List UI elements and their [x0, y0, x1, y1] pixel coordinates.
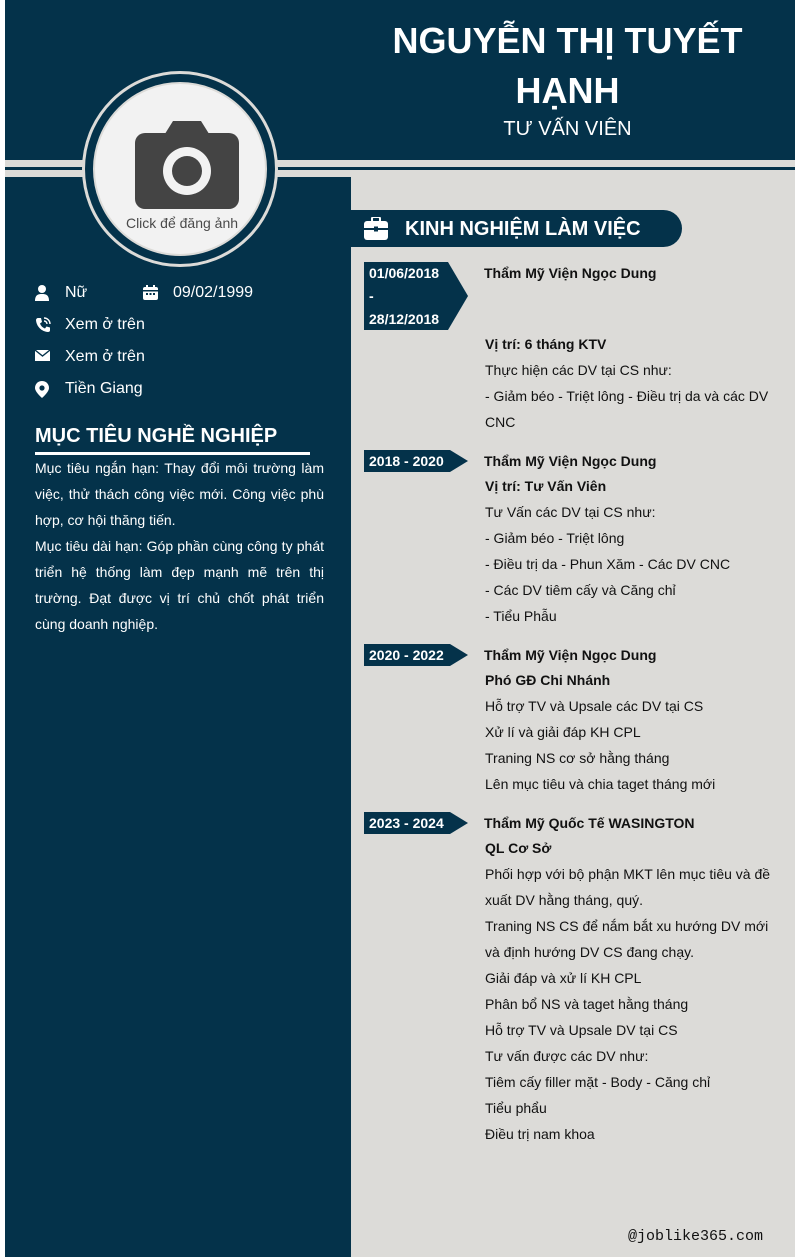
- experience-heading-text: KINH NGHIỆM LÀM VIỆC: [405, 218, 641, 240]
- job-4-details: [485, 835, 773, 1147]
- job-3-date: 2020 - 2022: [364, 644, 450, 666]
- job-2-details: [485, 473, 773, 629]
- camera-icon: [135, 120, 239, 212]
- job-2-position: Vị trí: Tư Vấn Viên: [485, 478, 607, 494]
- candidate-name: NGUYỄN THỊ TUYẾT HẠNH: [392, 20, 743, 111]
- avatar-caption: Click để đăng ảnh: [125, 215, 239, 231]
- location-pin-icon: [35, 381, 49, 398]
- watermark: @joblike365.com: [628, 1228, 764, 1245]
- job-2-line: - Các DV tiêm cấy và Căng chỉ: [485, 582, 676, 598]
- job-3-line: Lên mục tiêu và chia taget tháng mới: [485, 776, 716, 792]
- user-icon: [35, 285, 49, 301]
- job-1-line: Thực hiện các DV tại CS như:: [485, 362, 672, 378]
- birthdate-value: 09/02/1999: [173, 284, 254, 301]
- job-2-line: - Điều trị da - Phun Xăm - Các DV CNC: [485, 556, 731, 572]
- avatar-frame: [82, 71, 278, 267]
- job-1-date: [364, 262, 448, 330]
- job-4-company: Thẩm Mỹ Quốc Tế WASINGTON: [484, 815, 695, 831]
- objective-long-term: Mục tiêu dài hạn: Góp phần cùng công ty phát triển hệ thống làm đẹp mạnh mẽ trên thị trường. Đạt được vị trí chủ chốt phát triển cùng doanh nghiệp.: [35, 538, 324, 632]
- job-4-line: Tiểu phẩu: [485, 1100, 547, 1116]
- calendar-icon: [143, 285, 158, 300]
- job-2-line: Tư Vấn các DV tại CS như:: [485, 504, 656, 520]
- job-3-details: [485, 667, 773, 797]
- candidate-title: TƯ VẤN VIÊN: [503, 118, 632, 140]
- job-1-company: Thẩm Mỹ Viện Ngọc Dung: [484, 265, 657, 281]
- job-4-line: Traning NS CS để nắm bắt xu hướng DV mới và định hướng DV CS đang chạy.: [485, 918, 769, 960]
- phone-value: Xem ở trên: [65, 316, 145, 333]
- job-4-date: 2023 - 2024: [364, 812, 450, 834]
- job-1-date-sep: -: [369, 288, 374, 304]
- job-3-company: Thẩm Mỹ Viện Ngọc Dung: [484, 647, 657, 663]
- objective-short-term: Mục tiêu ngắn hạn: Thay đổi môi trường làm việc, thử thách công việc mới. Công việc phù hợp, cơ hội thăng tiến.: [35, 460, 324, 528]
- objective-text: [35, 455, 324, 637]
- job-1-date-start: 01/06/2018: [369, 265, 440, 281]
- job-4-line: Phân bổ NS và taget hằng tháng: [485, 996, 689, 1012]
- job-1-details: [485, 331, 773, 435]
- phone-icon: [35, 317, 51, 333]
- objective-heading: MỤC TIÊU NGHỀ NGHIỆP: [35, 422, 310, 455]
- job-2-line: - Giảm béo - Triệt lông: [485, 530, 625, 546]
- job-1-date-end: 28/12/2018: [369, 311, 440, 327]
- sidebar: [5, 177, 351, 1257]
- job-4-position: QL Cơ Sở: [485, 840, 552, 856]
- job-3-line: Hỗ trợ TV và Upsale các DV tại CS: [485, 698, 704, 714]
- job-4-line: Hỗ trợ TV và Upsale DV tại CS: [485, 1022, 678, 1038]
- job-4-line: Phối hợp với bộ phận MKT lên mục tiêu và đề xuất DV hằng tháng, quý.: [485, 866, 771, 908]
- experience-heading: [351, 210, 682, 247]
- gender-value: Nữ: [65, 284, 88, 301]
- job-4-line: Tiêm cấy filler mặt - Body - Căng chỉ: [485, 1074, 711, 1090]
- cv-page: [5, 0, 795, 1257]
- address-value: Tiền Giang: [65, 380, 143, 397]
- job-4-line: Giải đáp và xử lí KH CPL: [485, 970, 642, 986]
- job-1-line: - Giảm béo - Triệt lông - Điều trị da và các DV CNC: [485, 388, 769, 430]
- mail-icon: [35, 349, 50, 362]
- job-2-date: 2018 - 2020: [364, 450, 450, 472]
- job-1-position: Vị trí: 6 tháng KTV: [485, 336, 607, 352]
- job-3-position: Phó GĐ Chi Nhánh: [485, 672, 611, 688]
- job-2-line: - Tiểu Phẫu: [485, 608, 557, 624]
- avatar-upload[interactable]: [93, 82, 267, 256]
- job-4-line: Điều trị nam khoa: [485, 1126, 595, 1142]
- email-value: Xem ở trên: [65, 348, 145, 365]
- job-4-line: Tư vấn được các DV như:: [485, 1048, 649, 1064]
- briefcase-icon: [364, 217, 388, 240]
- job-3-line: Xử lí và giải đáp KH CPL: [485, 724, 641, 740]
- job-2-company: Thẩm Mỹ Viện Ngọc Dung: [484, 453, 657, 469]
- job-3-line: Traning NS cơ sở hằng tháng: [485, 750, 670, 766]
